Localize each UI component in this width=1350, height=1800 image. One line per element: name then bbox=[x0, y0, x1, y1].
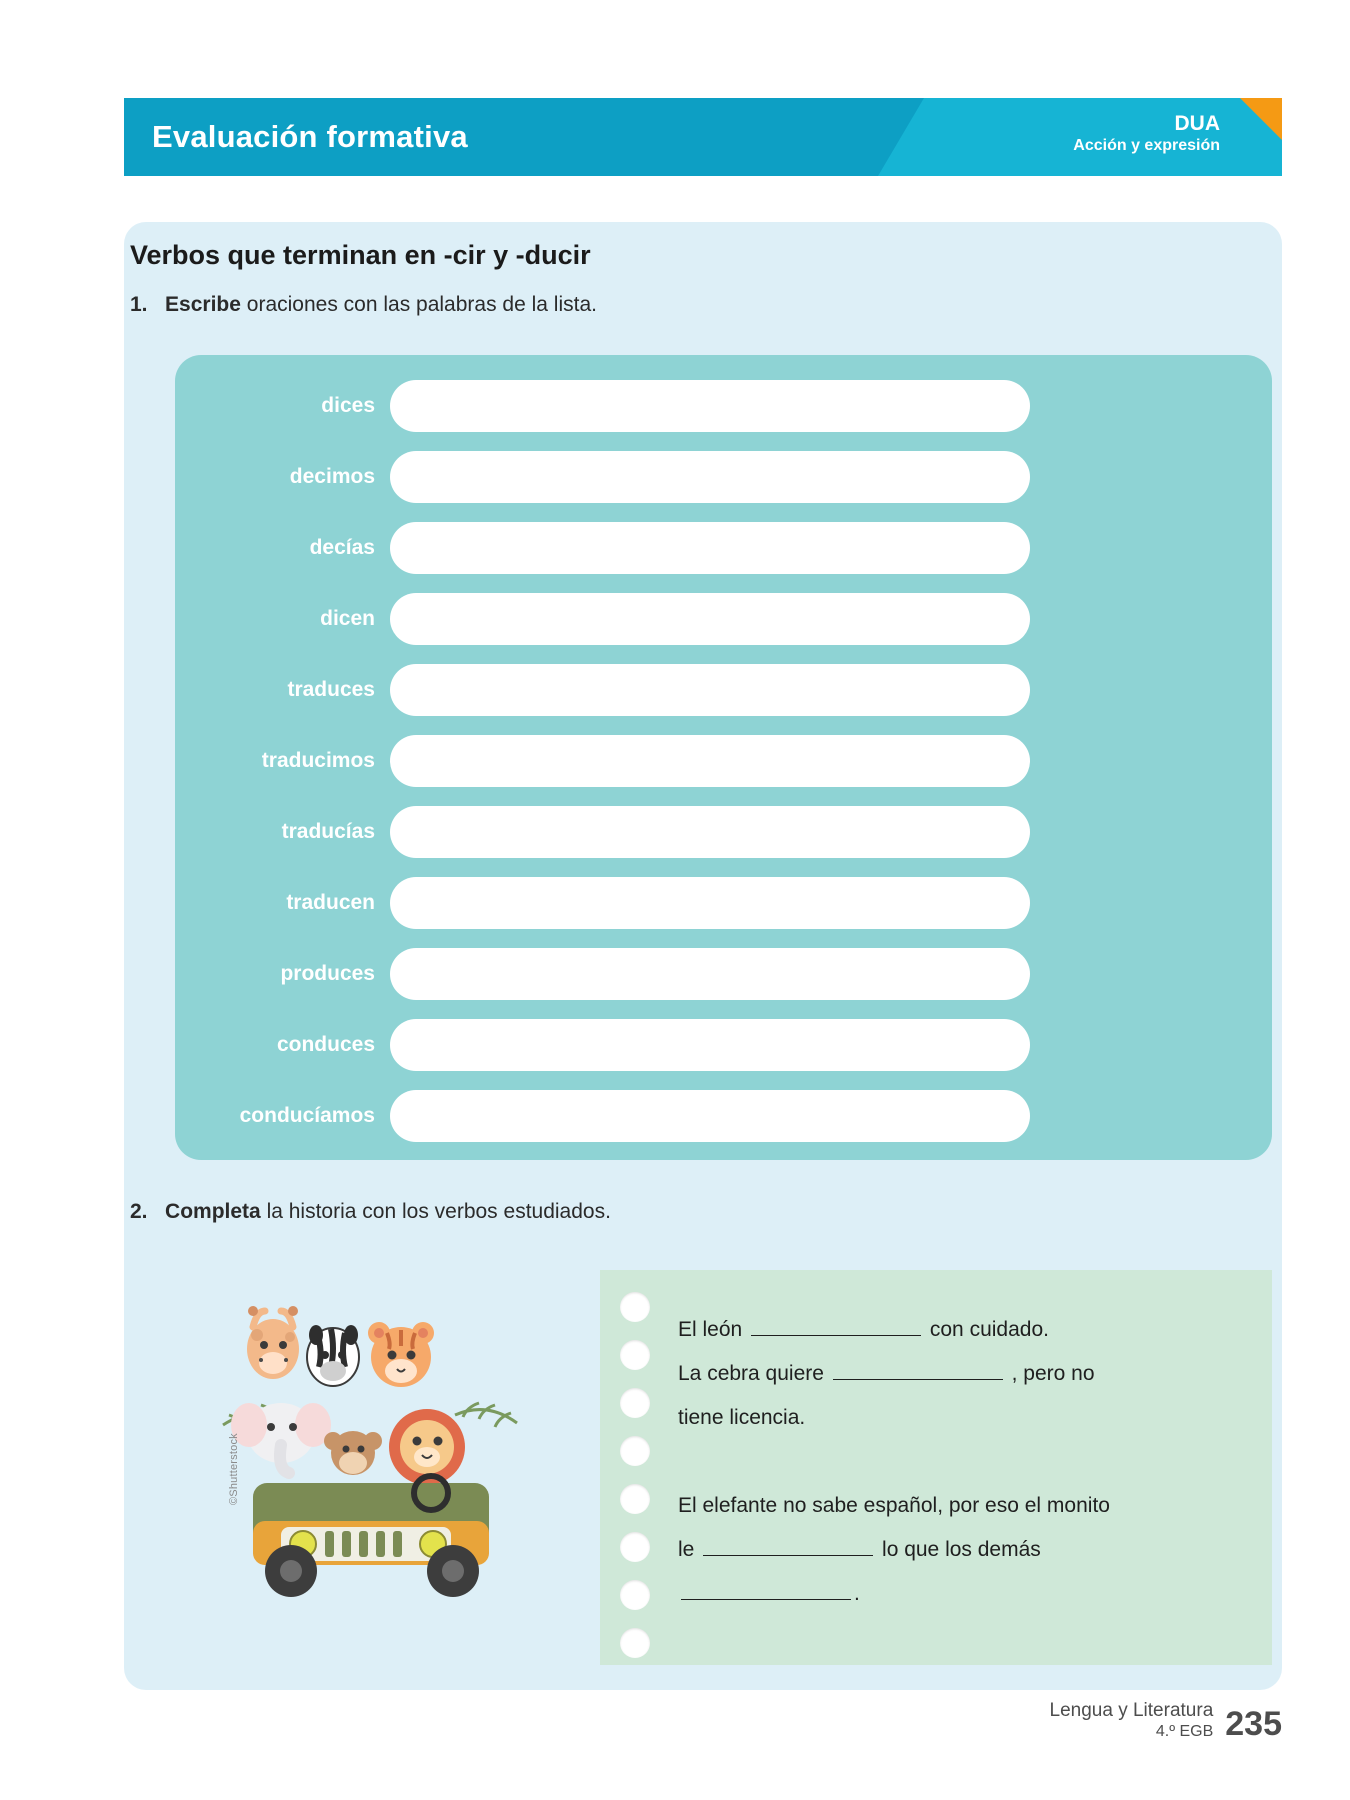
sentence-input[interactable] bbox=[390, 1019, 1030, 1071]
story-line bbox=[678, 1308, 1238, 1352]
story-line bbox=[678, 1396, 1238, 1440]
word-label: dicen bbox=[320, 607, 375, 630]
story-text: La cebra quiere bbox=[678, 1362, 830, 1385]
sentence-input[interactable] bbox=[390, 806, 1030, 858]
word-label: traducimos bbox=[261, 749, 375, 772]
word-label: conduces bbox=[276, 1033, 375, 1056]
story-line bbox=[678, 1440, 1238, 1484]
word-list-row bbox=[175, 948, 1272, 1000]
sentence-input[interactable] bbox=[390, 877, 1030, 929]
story-text: . bbox=[854, 1582, 860, 1605]
word-label: conducíamos bbox=[239, 1104, 375, 1127]
word-label: traduces bbox=[287, 678, 375, 701]
sentence-input[interactable] bbox=[390, 380, 1030, 432]
dua-title: DUA bbox=[1174, 112, 1220, 135]
word-label: traducías bbox=[281, 820, 375, 843]
story-text: lo que los demás bbox=[876, 1538, 1041, 1561]
header-corner-accent bbox=[1240, 98, 1282, 140]
word-list-row bbox=[175, 877, 1272, 929]
exercise-1-instruction bbox=[130, 293, 597, 317]
story-line bbox=[678, 1572, 1238, 1616]
word-list-box bbox=[175, 355, 1272, 1160]
section-title: Verbos que terminan en -cir y -ducir bbox=[130, 240, 591, 270]
note-hole bbox=[620, 1340, 650, 1370]
note-hole bbox=[620, 1388, 650, 1418]
dua-badge bbox=[1073, 111, 1220, 156]
word-label: dices bbox=[321, 394, 375, 417]
story-line bbox=[678, 1528, 1238, 1572]
word-list-row bbox=[175, 735, 1272, 787]
exercise-1-text: oraciones con las palabras de la lista. bbox=[240, 293, 597, 316]
note-hole bbox=[620, 1628, 650, 1658]
sentence-input[interactable] bbox=[390, 451, 1030, 503]
story-text: con cuidado. bbox=[924, 1318, 1049, 1341]
exercise-2-number: 2. bbox=[130, 1200, 148, 1223]
sentence-input[interactable] bbox=[390, 948, 1030, 1000]
note-hole bbox=[620, 1532, 650, 1562]
sentence-input[interactable] bbox=[390, 593, 1030, 645]
note-hole bbox=[620, 1484, 650, 1514]
story-text: tiene licencia. bbox=[678, 1406, 806, 1429]
exercise-1-verb: Escribe bbox=[165, 293, 241, 316]
animals-in-jeep-illustration bbox=[205, 1275, 535, 1605]
fill-blank[interactable] bbox=[681, 1579, 851, 1600]
word-label: traducen bbox=[286, 891, 375, 914]
story-text: le bbox=[678, 1538, 701, 1561]
word-list-row bbox=[175, 593, 1272, 645]
sentence-input[interactable] bbox=[390, 1090, 1030, 1142]
story-text: El elefante no sabe español, por eso el monito bbox=[678, 1494, 1110, 1517]
word-list-row bbox=[175, 1019, 1272, 1071]
page-title: Evaluación formativa bbox=[152, 119, 468, 154]
story-text: El león bbox=[678, 1318, 749, 1341]
image-credit: ©Shutterstock bbox=[228, 1433, 240, 1505]
page-footer bbox=[1050, 1699, 1282, 1742]
word-label: produces bbox=[280, 962, 375, 985]
exercise-2-instruction bbox=[130, 1200, 611, 1224]
story-line bbox=[678, 1352, 1238, 1396]
word-list-row bbox=[175, 1090, 1272, 1142]
footer-subject: Lengua y Literatura bbox=[1049, 1700, 1214, 1721]
word-label: decías bbox=[309, 536, 375, 559]
footer-grade: 4.º EGB bbox=[1155, 1723, 1214, 1740]
fill-blank[interactable] bbox=[751, 1315, 921, 1336]
note-hole bbox=[620, 1436, 650, 1466]
note-hole bbox=[620, 1580, 650, 1610]
dua-subtitle: Acción y expresión bbox=[1073, 137, 1220, 154]
story-text: , pero no bbox=[1005, 1362, 1095, 1385]
exercise-2-verb: Completa bbox=[165, 1200, 261, 1223]
word-list-row bbox=[175, 522, 1272, 574]
word-list-row bbox=[175, 380, 1272, 432]
story-line bbox=[678, 1484, 1238, 1528]
story-note-text bbox=[678, 1308, 1238, 1616]
story-note bbox=[600, 1270, 1272, 1665]
word-label: decimos bbox=[289, 465, 375, 488]
word-list-row bbox=[175, 451, 1272, 503]
sentence-input[interactable] bbox=[390, 664, 1030, 716]
fill-blank[interactable] bbox=[833, 1359, 1003, 1380]
exercise-2-text: la historia con los verbos estudiados. bbox=[260, 1200, 611, 1223]
sentence-input[interactable] bbox=[390, 735, 1030, 787]
page-header bbox=[124, 98, 1282, 176]
note-hole bbox=[620, 1292, 650, 1322]
exercise-1-number: 1. bbox=[130, 293, 148, 316]
word-list-row bbox=[175, 664, 1272, 716]
footer-page-number: 235 bbox=[1225, 1705, 1282, 1743]
word-list-row bbox=[175, 806, 1272, 858]
fill-blank[interactable] bbox=[703, 1535, 873, 1556]
sentence-input[interactable] bbox=[390, 522, 1030, 574]
